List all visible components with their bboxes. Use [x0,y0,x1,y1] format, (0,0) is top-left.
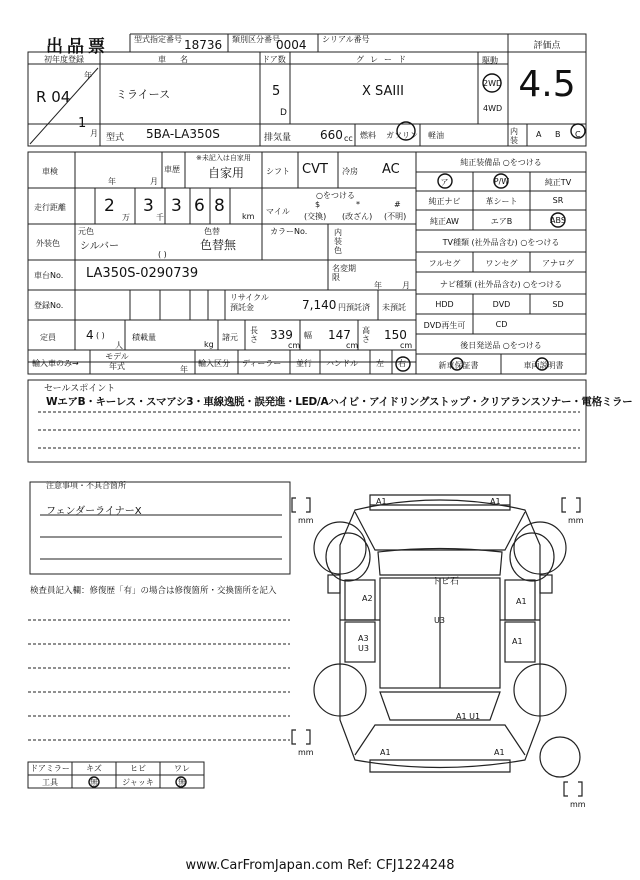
color-change-label: 色替 [204,227,220,236]
shaken-label: 車検 [42,167,58,176]
name-change-year-unit: 年 [374,281,382,290]
mm-rear-left: mm [298,748,314,757]
displacement-value: 660 [320,128,343,142]
tv-header: TV種類 (社外品含む) ○をつける [442,238,560,247]
parallel-option: 並行 [296,359,312,368]
equip-sr: SR [552,196,564,205]
first-reg-year-unit: 年 [84,71,92,80]
height-value: 150 [384,328,407,342]
doors-type: D [280,108,287,118]
capacity-paren: ( ) [96,331,105,340]
mileage-digit-5: 8 [214,196,225,216]
footer-watermark: www.CarFromJapan.com Ref: CFJ1224248 [185,858,455,873]
cooler-label: 冷房 [342,167,358,176]
color-paren: ( ) [158,250,167,259]
mile-unknown-sym: # [394,200,401,209]
equip-tv: 純正TV [544,178,572,187]
capacity-unit: 人 [115,341,123,350]
sales-point-text: WエアB・キーレス・スマアシ3・車線逸脱・誤発進・LED/Aハイビ・アイドリングストップ・クリアランスソナー・電格ミラー [46,396,633,408]
name-change-label: 名変期限 [332,264,356,282]
interior-grade-c: C [575,130,581,139]
history-label: 車歴 [164,165,180,174]
handle-left: 左 [376,359,384,368]
docs-header: 後日発送品 ○をつける [460,341,542,350]
mileage-digit-1: 2 [104,196,115,216]
name-change-month-unit: 月 [402,281,410,290]
mileage-digit-3: 3 [171,196,182,216]
height-unit: cm [400,341,413,350]
handle-label: ハンドル [326,359,358,368]
mark-roof-u3: U3 [434,616,445,625]
tv-oneseg: ワンセグ [485,259,518,268]
length-label: 長さ [250,326,258,344]
fuel-value: ガソリン [386,131,418,140]
length-value: 339 [270,328,293,342]
legend-scratch: キズ [86,764,102,773]
std-equipment-header: 純正装備品 ○をつける [460,158,542,167]
mark-rear-a1-left: A1 [380,748,391,757]
shift-label: シフト [266,167,290,176]
width-label: 幅 [304,331,312,340]
type-cert-label: 型式指定番号 [134,35,182,44]
inspector-label: 検査員記入欄：修復歴「有」の場合は修復箇所・交換箇所を記入 [30,586,277,596]
mileage-digit-4: 6 [194,196,205,216]
notes-text: フェンダーライナーX [46,506,142,517]
recycle-unpaid: 未預託 [382,303,406,312]
mile-exchange-sym: $ [315,200,321,209]
interior-grade-a: A [536,130,542,139]
docs-manual: 車両説明書 [523,361,564,370]
model-year-unit: 年 [180,365,188,374]
equip-pw: P/W [493,177,510,186]
mark-rear-a1-right: A1 [494,748,505,757]
recycle-value: 7,140 [302,298,337,312]
docs-warranty: 新車保証書 [438,361,479,370]
grade-value: X SAIII [362,84,404,99]
type-cert-value: 18736 [184,38,223,52]
history-value: 自家用 [208,166,245,180]
equip-abs: ABS [550,216,566,225]
mileage-sen-unit: 千 [156,213,164,222]
category-label: 類別区分番号 [232,35,280,44]
mark-front-a1-right: A1 [490,497,501,506]
mile-circle-note: ○をつける [316,191,355,200]
first-reg-label: 初年度登録 [44,55,84,64]
mark-front-a1-left: A1 [376,497,387,506]
cooler-value: AC [382,162,400,177]
category-value: 0004 [276,38,307,52]
drive-label: 駆動 [482,56,498,65]
car-name-value: ミライース [116,88,171,101]
model-year-label: モデル年式 [105,352,129,371]
doors-label: ドア数 [262,55,286,64]
dealer-option: ディーラー [242,359,282,368]
cd-playback: CD [495,320,508,329]
car-name-label: 車名 [158,55,202,64]
fuel-label: 燃料 [360,131,376,140]
chassis-value: LA350S-0290739 [86,266,199,281]
orig-color-value: シルバー [80,241,120,252]
equip-aircon: ア [440,178,449,187]
shaken-month-unit: 月 [150,177,158,186]
drive-4wd: 4WD [483,104,503,113]
history-note: ※未記入は自家用 [196,154,251,162]
nav-sd: SD [552,300,564,309]
mile-exchange: (交換) [304,212,327,221]
notes-label: 注意事項・不具合箇所 [46,481,126,490]
mark-left-front-a2: A2 [362,594,373,603]
shaken-year-unit: 年 [108,177,116,186]
width-unit: cm [346,341,359,350]
shift-value: CVT [302,162,328,177]
interior-label: 内装 [510,127,518,145]
nav-dvd: DVD [492,300,511,309]
length-unit: cm [288,341,301,350]
import-label: 輸入車のみ→ [32,359,79,368]
legend-break: ワレ [174,764,190,773]
dvd-playback: DVD再生可 [423,321,466,330]
mileage-km-unit: km [242,212,255,221]
color-no-label: カラーNo. [270,227,308,236]
interior-color-label: 内装色 [334,228,342,255]
mile-altered: (改ざん) [342,212,373,221]
mark-trunk-a1u1: A1 U1 [456,712,481,721]
reg-no-label: 登録No. [34,301,64,310]
orig-color-label: 元色 [78,227,94,236]
legend-jack-value: 無 [178,778,186,787]
tv-analog: アナログ [542,259,574,268]
color-change-value: 色替無 [200,238,237,252]
mm-front-left: mm [298,516,314,525]
recycle-status: 円預託済 [338,303,370,312]
mark-left-rear-a3: A3 [358,634,369,643]
doors-value: 5 [272,84,281,99]
displacement-label: 排気量 [264,133,292,143]
displacement-unit: cc [344,134,353,143]
equip-leather: 革シート [485,197,518,206]
mile-altered-sym: * [356,200,360,209]
equip-airbag: エアB [490,217,513,226]
grade-label: グレード [356,55,412,64]
handle-right: 右 [398,359,406,368]
mark-left-rear-u3: U3 [358,644,369,653]
drive-2wd: 2WD [483,79,503,88]
legend-tools-value: 無 [90,778,98,787]
first-reg-year: R 04 [36,88,71,106]
serial-label: シリアル番号 [322,35,370,44]
width-value: 147 [328,328,351,342]
model-label: 型式 [106,133,125,143]
import-cat-label: 輸入区分 [198,359,230,368]
legend-jack: ジャッキ [122,778,154,787]
load-label: 積載量 [132,333,156,342]
load-unit: kg [204,340,214,349]
height-label: 高さ [362,326,370,344]
mile-label: マイル [266,207,290,216]
light-oil-label: 軽油 [428,131,444,140]
recycle-label: リサイクル預託金 [230,293,269,312]
nav-hdd: HDD [435,300,454,309]
capacity-value: 4 [86,328,94,342]
mm-spare: mm [570,800,586,809]
sales-point-label: セールスポイント [44,384,116,394]
legend-tools: 工具 [42,778,58,787]
first-reg-month: 1 [78,116,87,131]
mileage-label: 走行距離 [34,203,66,212]
nav-header: ナビ種類 (社外品含む) ○をつける [439,280,563,289]
capacity-label: 定員 [40,333,56,342]
form-title: 出品票 [46,37,109,57]
first-reg-month-unit: 月 [90,129,98,138]
score-value: 4.5 [518,64,576,105]
color-label: 外装色 [36,239,60,248]
mark-hood-chip: トビ石 [432,577,460,587]
mark-right-rear-a1: A1 [512,637,523,646]
model-value: 5BA-LA350S [146,127,220,141]
legend-door-mirror: ドアミラー [30,764,70,773]
equip-navi: 純正ナビ [428,197,461,206]
chassis-label: 車台No. [34,271,64,280]
mileage-man-unit: 万 [122,213,130,222]
interior-grade-b: B [555,130,561,139]
equip-aw: 純正AW [430,217,459,226]
mm-front-right: mm [568,516,584,525]
mileage-digit-2: 3 [143,196,154,216]
dims-label: 諸元 [222,333,238,342]
mark-right-front-a1: A1 [516,597,527,606]
legend-crack: ヒビ [130,764,146,773]
tv-full: フルセグ [428,259,461,268]
car-diagram [292,495,582,796]
mile-unknown: (不明) [384,212,407,221]
score-label: 評価点 [533,41,561,51]
